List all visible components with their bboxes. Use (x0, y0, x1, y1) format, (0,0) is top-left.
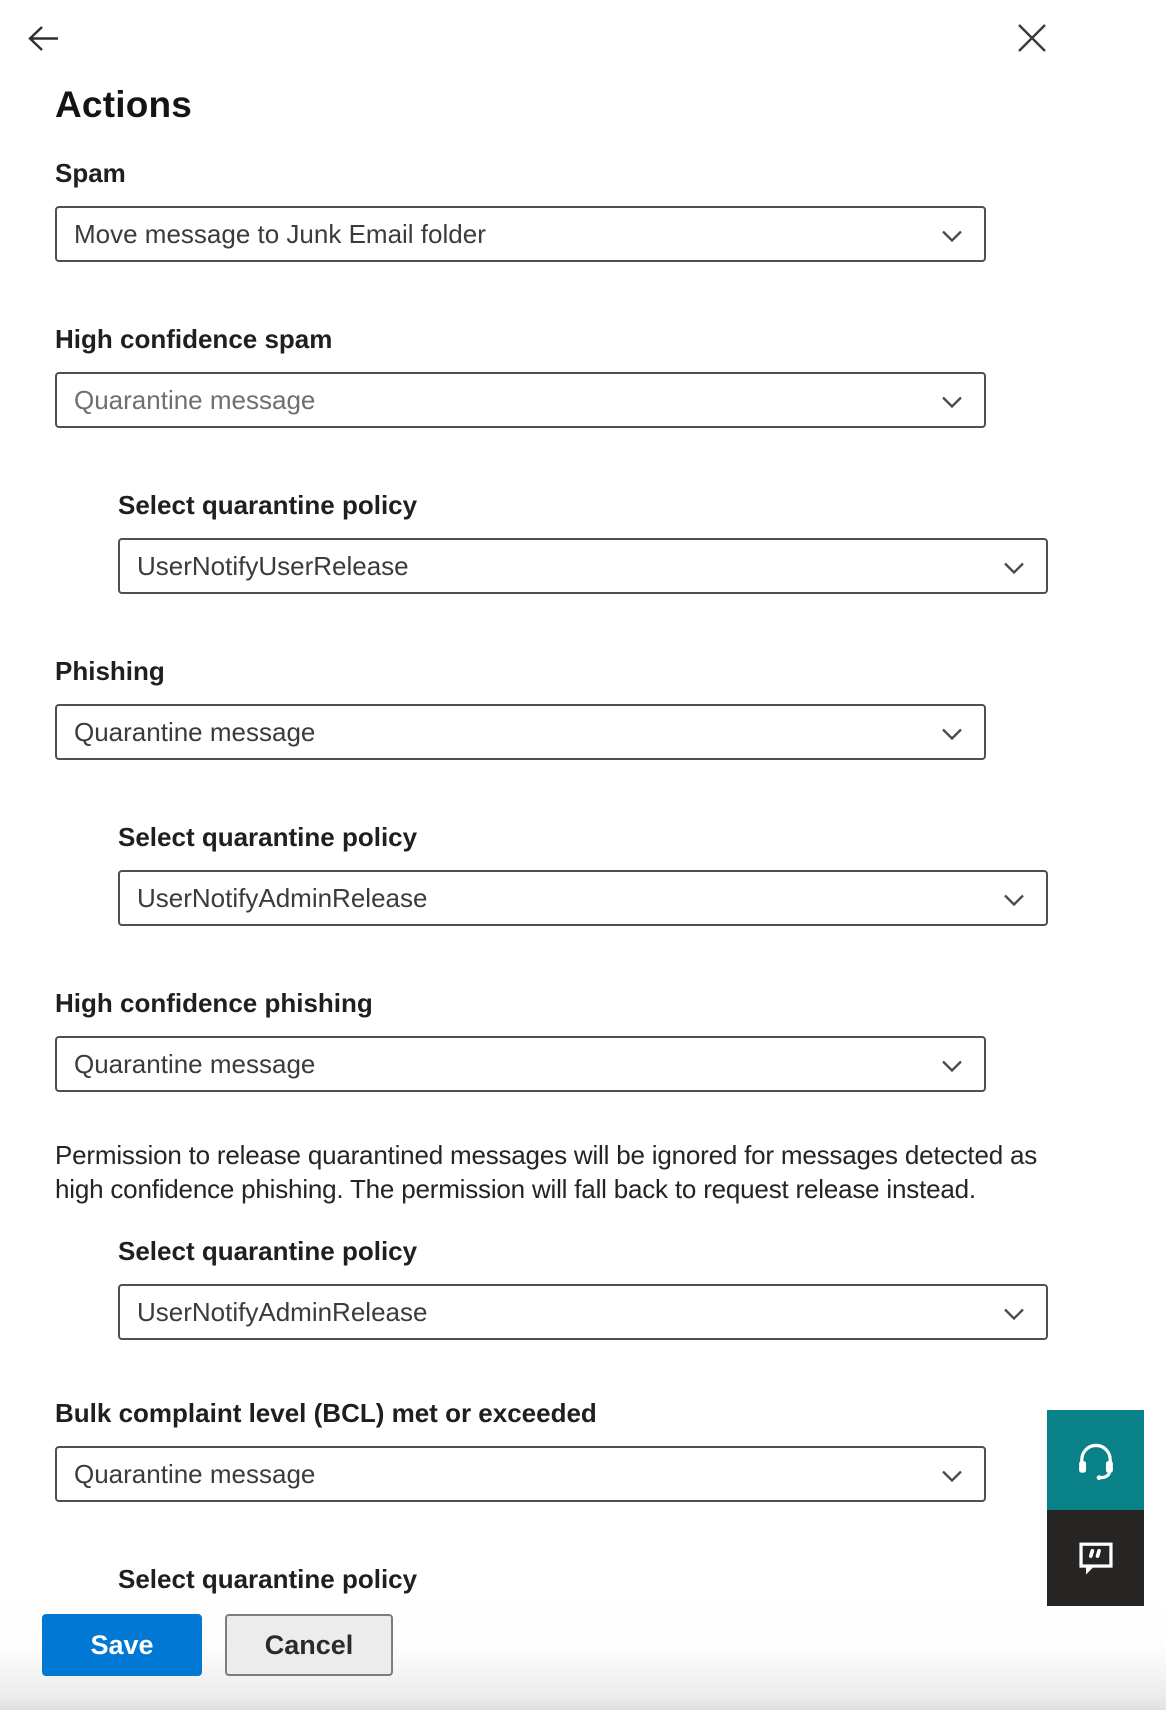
chevron-down-icon (941, 1059, 963, 1073)
dropdown-value: UserNotifyUserRelease (137, 550, 409, 581)
bulk-complaint-level-label: Bulk complaint level (BCL) met or exceeded (55, 1398, 597, 1428)
feedback-chat-button[interactable] (1047, 1510, 1144, 1606)
high-confidence-phishing-note: Permission to release quarantined messages will be ignored for messages detected as high confidence phishing. The permission will fall back to request release instead. (55, 1140, 1038, 1204)
chevron-down-icon (1003, 561, 1025, 575)
close-button[interactable] (1014, 20, 1050, 56)
headset-icon (1073, 1437, 1119, 1483)
high-confidence-spam-action-dropdown[interactable] (55, 372, 986, 428)
phishing-label: Phishing (55, 656, 165, 686)
dropdown-value: UserNotifyAdminRelease (137, 1296, 428, 1327)
spam-action-dropdown[interactable] (55, 206, 986, 262)
dropdown-value: Quarantine message (74, 384, 316, 415)
dropdown-value: Move message to Junk Email folder (74, 218, 486, 249)
bulk-complaint-level-action-dropdown[interactable] (55, 1446, 986, 1502)
high-confidence-phishing-label: High confidence phishing (55, 988, 373, 1018)
dropdown-value: Quarantine message (74, 1048, 316, 1079)
chevron-down-icon (941, 727, 963, 741)
chevron-down-icon (1003, 1307, 1025, 1321)
save-button[interactable]: Save (42, 1614, 202, 1676)
chat-feedback-icon (1073, 1535, 1119, 1581)
select-quarantine-policy-label: Select quarantine policy (118, 822, 418, 852)
dropdown-value: Quarantine message (74, 1458, 316, 1489)
quarantine-policy-dropdown-phishing[interactable] (118, 870, 1048, 926)
cancel-button[interactable]: Cancel (225, 1614, 393, 1676)
dropdown-value: Quarantine message (74, 716, 316, 747)
clipped-section (0, 1564, 1166, 1596)
page-title: Actions (55, 84, 193, 125)
footer-bar (0, 1596, 1166, 1710)
phishing-action-dropdown[interactable] (55, 704, 986, 760)
select-quarantine-policy-label: Select quarantine policy (118, 490, 418, 520)
chevron-down-icon (1003, 893, 1025, 907)
spam-label: Spam (55, 158, 126, 188)
chevron-down-icon (941, 229, 963, 243)
chevron-down-icon (941, 1469, 963, 1483)
back-button[interactable] (22, 20, 60, 56)
chevron-down-icon (941, 395, 963, 409)
dropdown-value: UserNotifyAdminRelease (137, 882, 428, 913)
quarantine-policy-dropdown-spam[interactable] (118, 538, 1048, 594)
high-confidence-phishing-action-dropdown[interactable] (55, 1036, 986, 1092)
arrow-left-icon (22, 20, 60, 56)
quarantine-policy-dropdown-high-confidence-phishing[interactable] (118, 1284, 1048, 1340)
select-quarantine-policy-label: Select quarantine policy (118, 1564, 418, 1594)
high-confidence-spam-label: High confidence spam (55, 324, 333, 354)
help-support-button[interactable] (1047, 1410, 1144, 1510)
close-icon (1014, 20, 1050, 56)
select-quarantine-policy-label: Select quarantine policy (118, 1236, 418, 1266)
